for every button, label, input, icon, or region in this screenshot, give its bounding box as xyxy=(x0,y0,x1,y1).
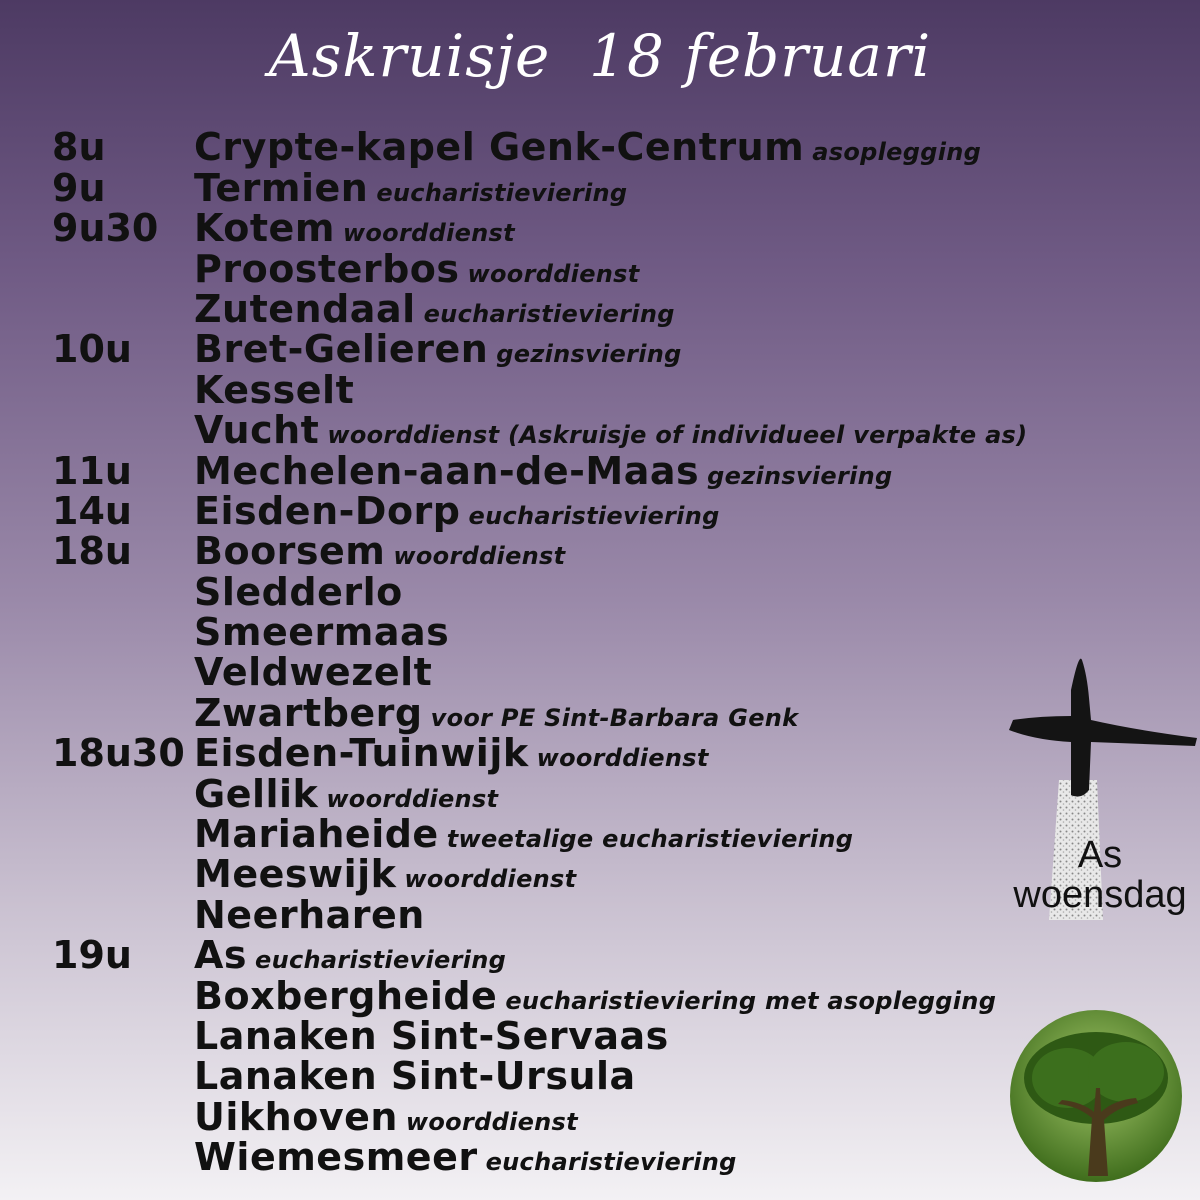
time-label: 8u xyxy=(52,125,106,170)
entry xyxy=(194,206,515,251)
place-name: Sledderlo xyxy=(194,569,403,614)
schedule-row xyxy=(52,610,1062,655)
time-label: 14u xyxy=(52,488,132,533)
place-name: Gellik xyxy=(194,771,319,816)
schedule-row xyxy=(52,286,1062,331)
entry xyxy=(194,1054,644,1099)
schedule-row xyxy=(52,488,1062,533)
place-name: Proosterbos xyxy=(194,246,460,291)
service-type: woorddienst xyxy=(342,219,515,248)
schedule-list xyxy=(52,125,1062,1180)
place-name: Zwartberg xyxy=(194,690,423,735)
schedule-row xyxy=(52,408,1062,453)
service-type: voor PE Sint-Barbara Genk xyxy=(430,703,799,732)
service-type: eucharistieviering xyxy=(376,178,628,207)
entry xyxy=(194,286,675,331)
service-type: woorddienst xyxy=(467,259,640,288)
place-name: Kesselt xyxy=(194,367,355,412)
service-type: gezinsviering xyxy=(496,340,682,369)
place-name: Lanaken Sint-Ursula xyxy=(194,1054,636,1099)
service-type: woorddienst xyxy=(404,865,577,894)
schedule-row xyxy=(52,1054,1062,1099)
service-type: woorddienst xyxy=(536,744,709,773)
entry xyxy=(194,1135,737,1180)
entry xyxy=(194,488,720,533)
place-name: As xyxy=(194,933,248,978)
entry xyxy=(194,448,893,493)
place-name: Neerharen xyxy=(194,892,425,937)
place-name: Wiemesmeer xyxy=(194,1135,478,1180)
service-type: gezinsviering xyxy=(707,461,893,490)
schedule-row xyxy=(52,933,1062,978)
schedule-row xyxy=(52,206,1062,251)
schedule-row xyxy=(52,1135,1062,1180)
schedule-row xyxy=(52,569,1062,614)
entry xyxy=(194,610,457,655)
place-name: Zutendaal xyxy=(194,286,416,331)
entry xyxy=(194,367,362,412)
schedule-row xyxy=(52,1094,1062,1139)
place-name: Boxbergheide xyxy=(194,973,498,1018)
time-label: 9u xyxy=(52,165,106,210)
service-type: eucharistieviering met asoplegging xyxy=(505,986,997,1015)
schedule-row xyxy=(52,246,1062,291)
schedule-row xyxy=(52,529,1062,574)
service-type: eucharistieviering xyxy=(485,1148,737,1177)
place-name: Veldwezelt xyxy=(194,650,433,695)
service-type: woorddienst (Askruisje of individueel verpakte as) xyxy=(327,421,1028,450)
place-name: Mechelen-aan-de-Maas xyxy=(194,448,700,493)
page-title: Askruisje 18 februari xyxy=(268,22,932,90)
entry xyxy=(194,650,440,695)
entry xyxy=(194,892,433,937)
service-type: woorddienst xyxy=(393,542,566,571)
schedule-row xyxy=(52,852,1062,897)
entry xyxy=(194,165,628,210)
place-name: Meeswijk xyxy=(194,852,397,897)
schedule-row xyxy=(52,165,1062,210)
schedule-row xyxy=(52,731,1062,776)
time-label: 19u xyxy=(52,933,132,978)
entry xyxy=(194,852,577,897)
schedule-row xyxy=(52,892,1062,937)
place-name: Lanaken Sint-Servaas xyxy=(194,1013,669,1058)
place-name: Bret-Gelieren xyxy=(194,327,489,372)
time-label: 18u xyxy=(52,529,132,574)
place-name: Termien xyxy=(194,165,369,210)
service-type: woorddienst xyxy=(326,784,499,813)
entry xyxy=(194,327,682,372)
entry xyxy=(194,771,499,816)
entry xyxy=(194,1013,677,1058)
entry xyxy=(194,731,709,776)
schedule-row xyxy=(52,327,1062,372)
place-name: Smeermaas xyxy=(194,610,450,655)
schedule-row xyxy=(52,771,1062,816)
time-label: 10u xyxy=(52,327,132,372)
service-type: tweetalige eucharistieviering xyxy=(446,825,854,854)
schedule-row xyxy=(52,1013,1062,1058)
place-name: Mariaheide xyxy=(194,812,439,857)
entry xyxy=(194,690,799,735)
entry xyxy=(194,1094,578,1139)
service-type: woorddienst xyxy=(405,1107,578,1136)
schedule-row xyxy=(52,973,1062,1018)
service-type: eucharistieviering xyxy=(255,946,507,975)
place-name: Crypte-kapel Genk-Centrum xyxy=(194,125,805,170)
time-label: 11u xyxy=(52,448,132,493)
entry xyxy=(194,529,566,574)
entry xyxy=(194,408,1028,453)
entry xyxy=(194,125,982,170)
entry xyxy=(194,812,854,857)
time-label: 9u30 xyxy=(52,206,159,251)
place-name: Uikhoven xyxy=(194,1094,398,1139)
service-type: eucharistieviering xyxy=(468,501,720,530)
entry xyxy=(194,246,640,291)
place-name: Eisden-Tuinwijk xyxy=(194,731,529,776)
place-name: Kotem xyxy=(194,206,335,251)
schedule-row xyxy=(52,125,1062,170)
schedule-row xyxy=(52,367,1062,412)
service-type: eucharistieviering xyxy=(423,299,675,328)
ash-wednesday-label: As woensdag xyxy=(1013,834,1187,916)
place-name: Boorsem xyxy=(194,529,386,574)
entry xyxy=(194,933,507,978)
tree-logo-icon xyxy=(1008,1008,1184,1184)
place-name: Eisden-Dorp xyxy=(194,488,461,533)
schedule-row xyxy=(52,690,1062,735)
entry xyxy=(194,569,411,614)
schedule-row xyxy=(52,448,1062,493)
place-name: Vucht xyxy=(194,408,320,453)
service-type: asoplegging xyxy=(812,138,982,167)
time-label: 18u30 xyxy=(52,731,185,776)
schedule-row xyxy=(52,812,1062,857)
schedule-row xyxy=(52,650,1062,695)
entry xyxy=(194,973,997,1018)
